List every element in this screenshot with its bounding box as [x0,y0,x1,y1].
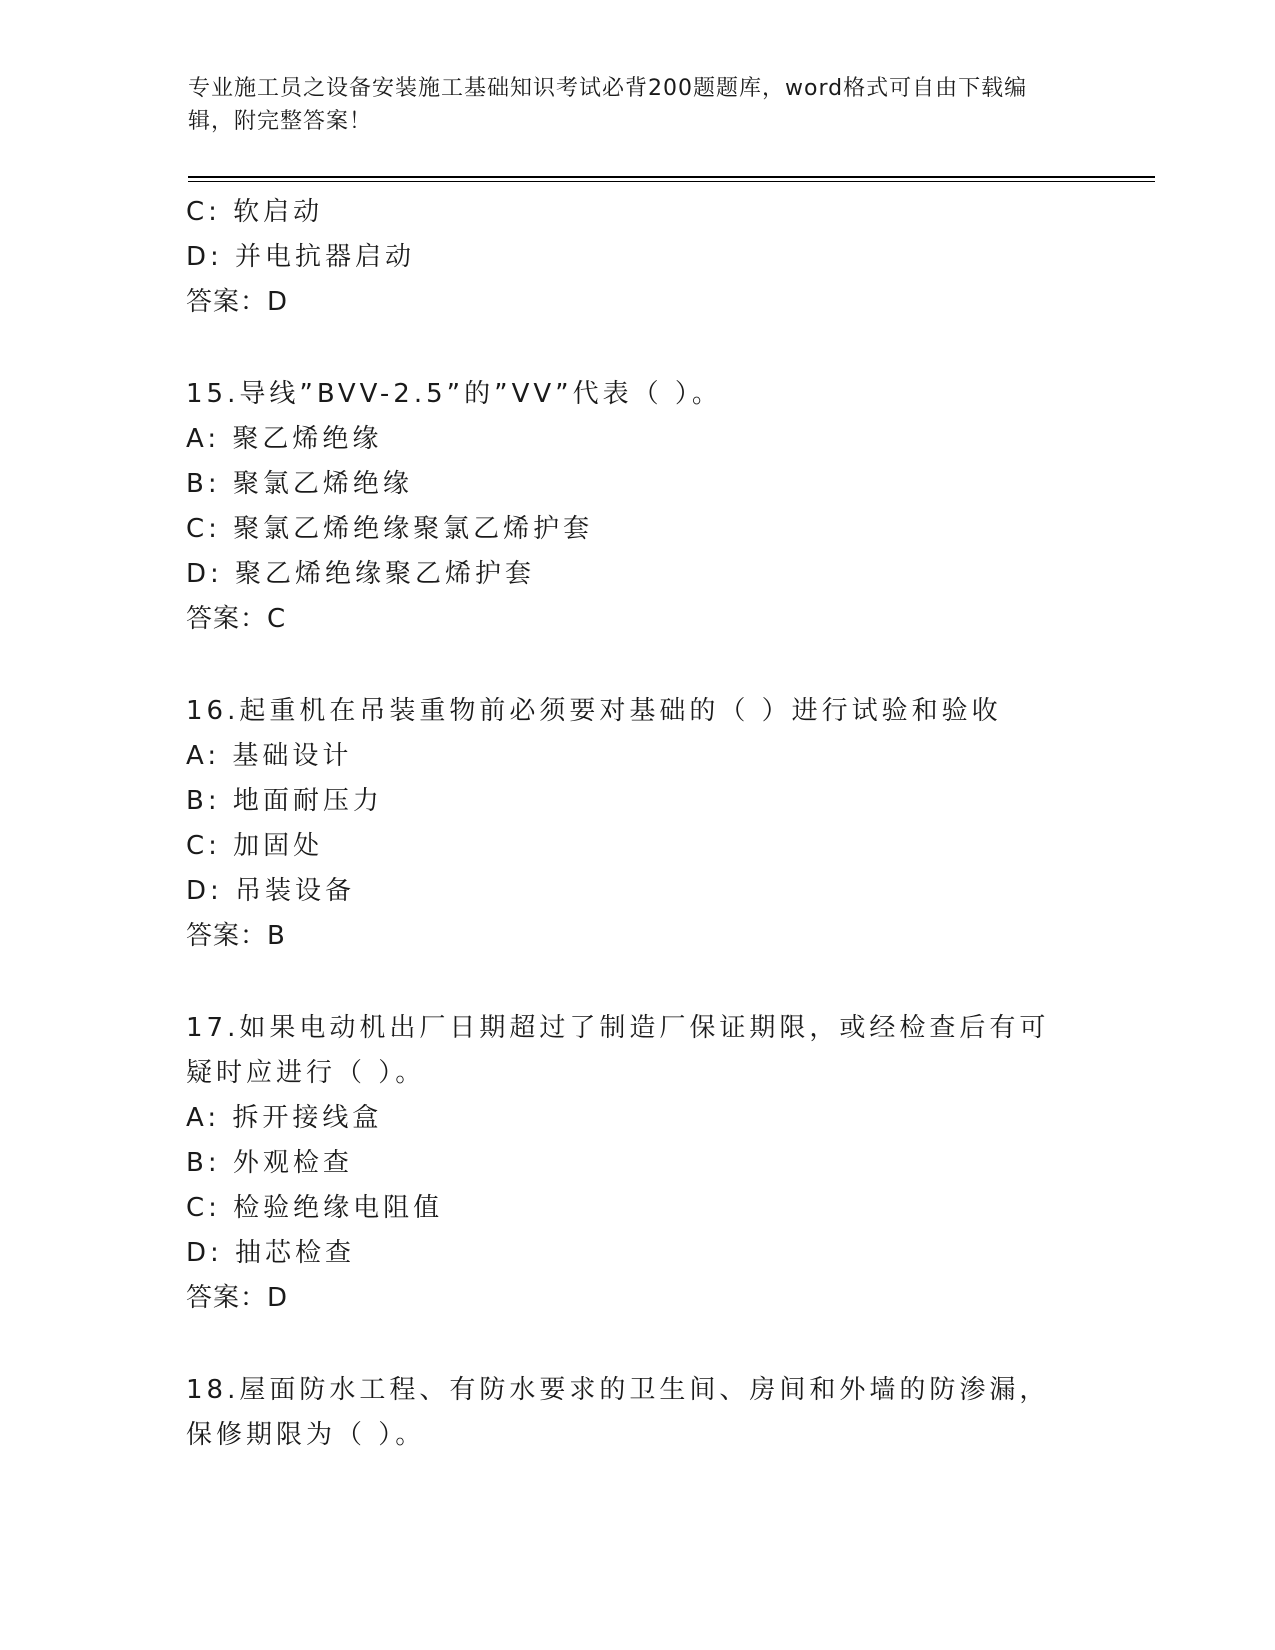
spacer [186,325,1086,372]
question-17 [186,1006,1086,1321]
option-a: A: 基础设计 [186,741,353,771]
question-15 [186,372,1086,642]
answer: 答案：B [186,921,286,951]
spacer [186,642,1086,689]
option-d: D: 聚乙烯绝缘聚乙烯护套 [186,559,536,589]
question-stem: 16.起重机在吊装重物前必须要对基础的（ ）进行试验和验收 [186,696,1002,726]
question-stem: 18.屋面防水工程、有防水要求的卫生间、房间和外墙的防渗漏，保修期限为（ ）。 [186,1375,1050,1450]
question-16 [186,689,1086,959]
option-b: B: 外观检查 [186,1148,353,1178]
option-d: D: 并电抗器启动 [186,242,416,272]
option-b: B: 地面耐压力 [186,786,383,816]
option-a: A: 聚乙烯绝缘 [186,424,383,454]
question-stem: 17.如果电动机出厂日期超过了制造厂保证期限，或经检查后有可疑时应进行（ ）。 [186,1013,1050,1088]
option-c: C: 加固处 [186,831,324,861]
spacer [186,959,1086,1006]
question-stem: 15.导线”BVV-2.5”的”VV”代表（ ）。 [186,379,722,409]
document-title: 专业施工员之设备安装施工基础知识考试必背200题题库，word格式可自由下载编辑，附完整答案！ [188,76,1028,134]
question-list [186,190,1086,1458]
spacer [186,1321,1086,1368]
option-c: C: 聚氯乙烯绝缘聚氯乙烯护套 [186,514,594,544]
option-b: B: 聚氯乙烯绝缘 [186,469,413,499]
option-d: D: 抽芯检查 [186,1238,356,1268]
option-a: A: 拆开接线盒 [186,1103,383,1133]
answer: 答案：D [186,1283,289,1313]
question-14 [186,190,1086,325]
option-d: D: 吊装设备 [186,876,356,906]
question-18 [186,1368,1086,1458]
answer: 答案：C [186,604,287,634]
option-c: C: 检验绝缘电阻值 [186,1193,444,1223]
header-divider [188,176,1155,178]
option-c: C: 软启动 [186,197,324,227]
header-divider-thin [188,181,1155,182]
answer: 答案：D [186,287,289,317]
